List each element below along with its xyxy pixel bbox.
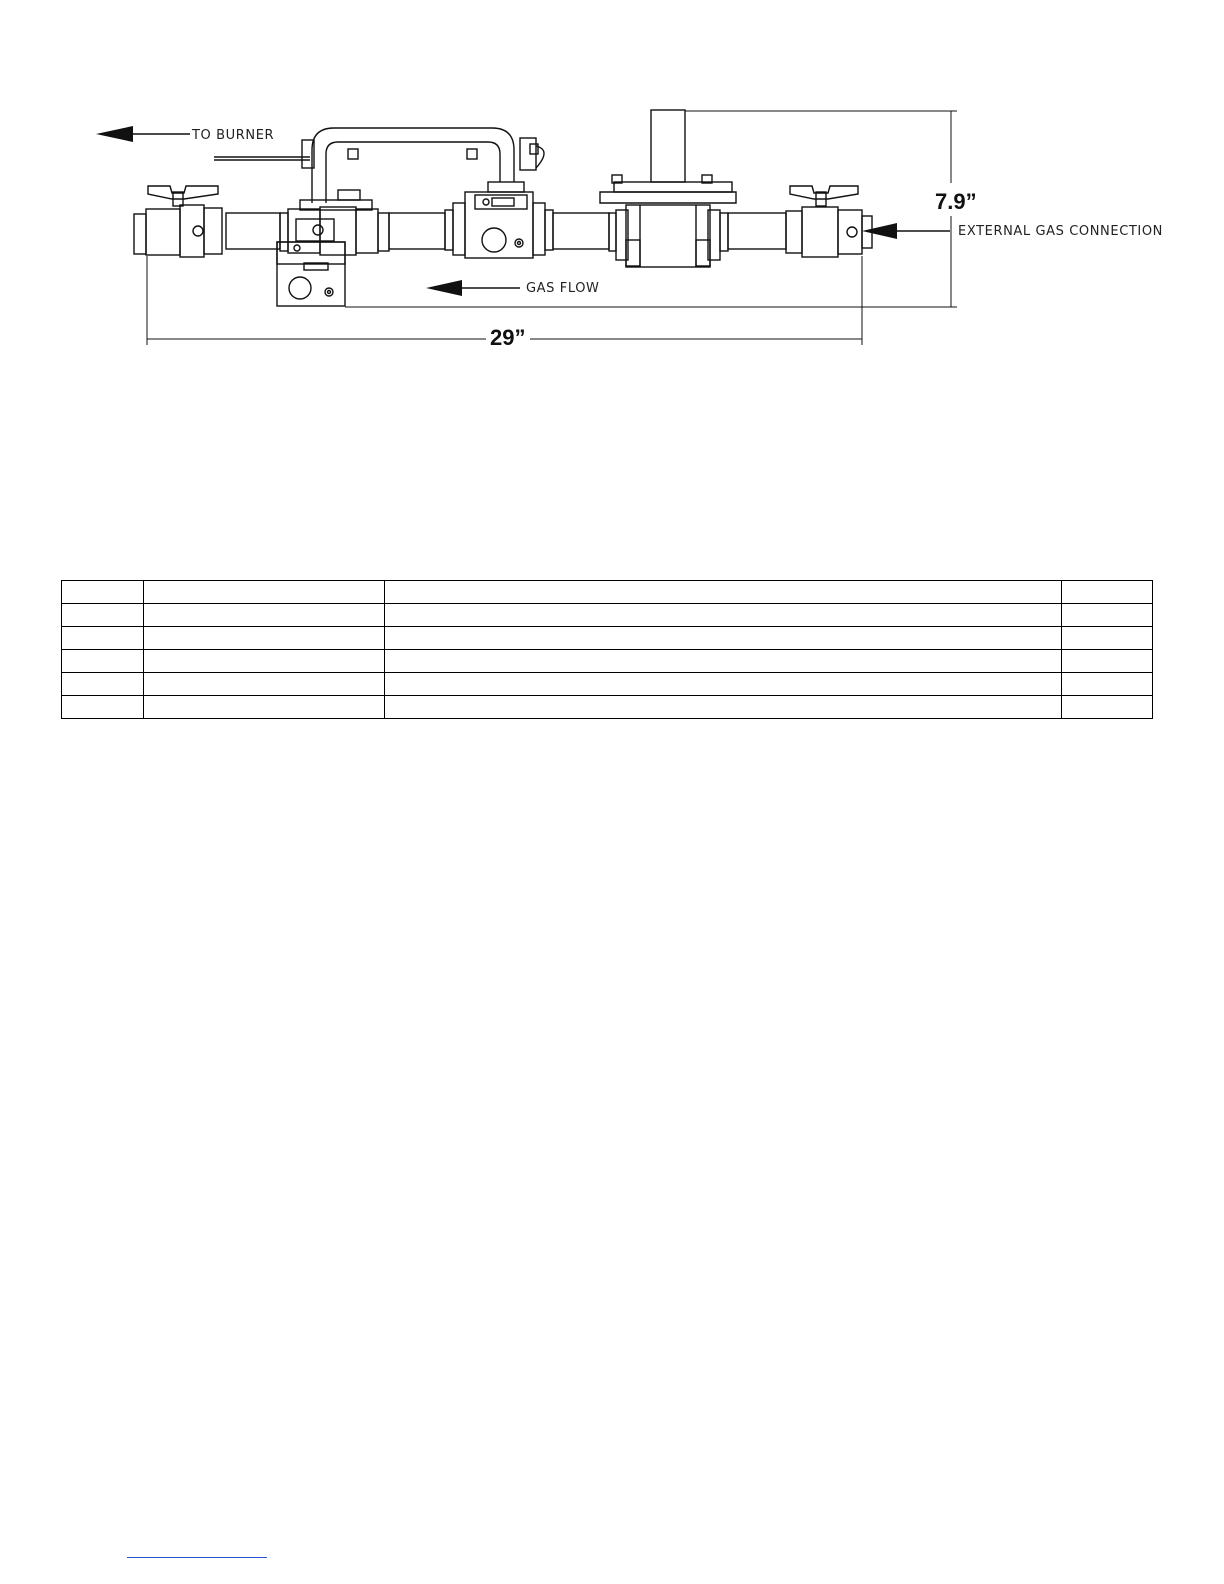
pressure-regulator [600,110,736,267]
table-cell [62,581,144,604]
table-cell [144,627,385,650]
to-burner-arrow [96,126,190,142]
table-row [62,604,1153,627]
table-cell [144,650,385,673]
width-dimension-label: 29” [490,325,526,350]
safety-shutoff-valve [277,190,389,306]
gas-flow-arrow [426,280,520,296]
table-row [62,650,1153,673]
table-cell [62,627,144,650]
left-ball-valve [134,186,222,257]
to-burner-label: TO BURNER [192,128,275,143]
pipe-nipple [226,213,280,249]
main-gas-valve [445,182,553,258]
table-cell [1062,604,1153,627]
table-cell [385,627,1062,650]
parts-table [61,580,1153,719]
table-cell [385,673,1062,696]
table-cell [144,696,385,719]
table-cell [62,604,144,627]
table-cell [144,604,385,627]
table-cell [1062,696,1153,719]
table-cell [62,696,144,719]
external-gas-arrow [862,223,950,239]
table-row [62,627,1153,650]
table-cell [1062,627,1153,650]
gas-train-drawing [0,0,1224,380]
pipe-nipple [728,213,786,249]
table-cell [385,696,1062,719]
right-ball-valve [786,186,872,257]
table-row [62,673,1153,696]
table-cell [144,581,385,604]
table-cell [62,650,144,673]
table-cell [1062,581,1153,604]
table-cell [144,673,385,696]
table-cell [1062,650,1153,673]
table-cell [62,673,144,696]
table-row [62,696,1153,719]
table-cell [385,581,1062,604]
pipe-nipple [389,213,445,249]
footer-link-underline[interactable] [127,1557,267,1558]
gas-flow-label: GAS FLOW [526,281,600,296]
table-cell [1062,673,1153,696]
external-gas-connection-label: EXTERNAL GAS CONNECTION [958,224,1164,239]
table-row [62,581,1153,604]
table-cell [385,650,1062,673]
height-dimension-label: 7.9” [935,189,977,214]
pipe-nipple [553,213,609,249]
table-cell [385,604,1062,627]
